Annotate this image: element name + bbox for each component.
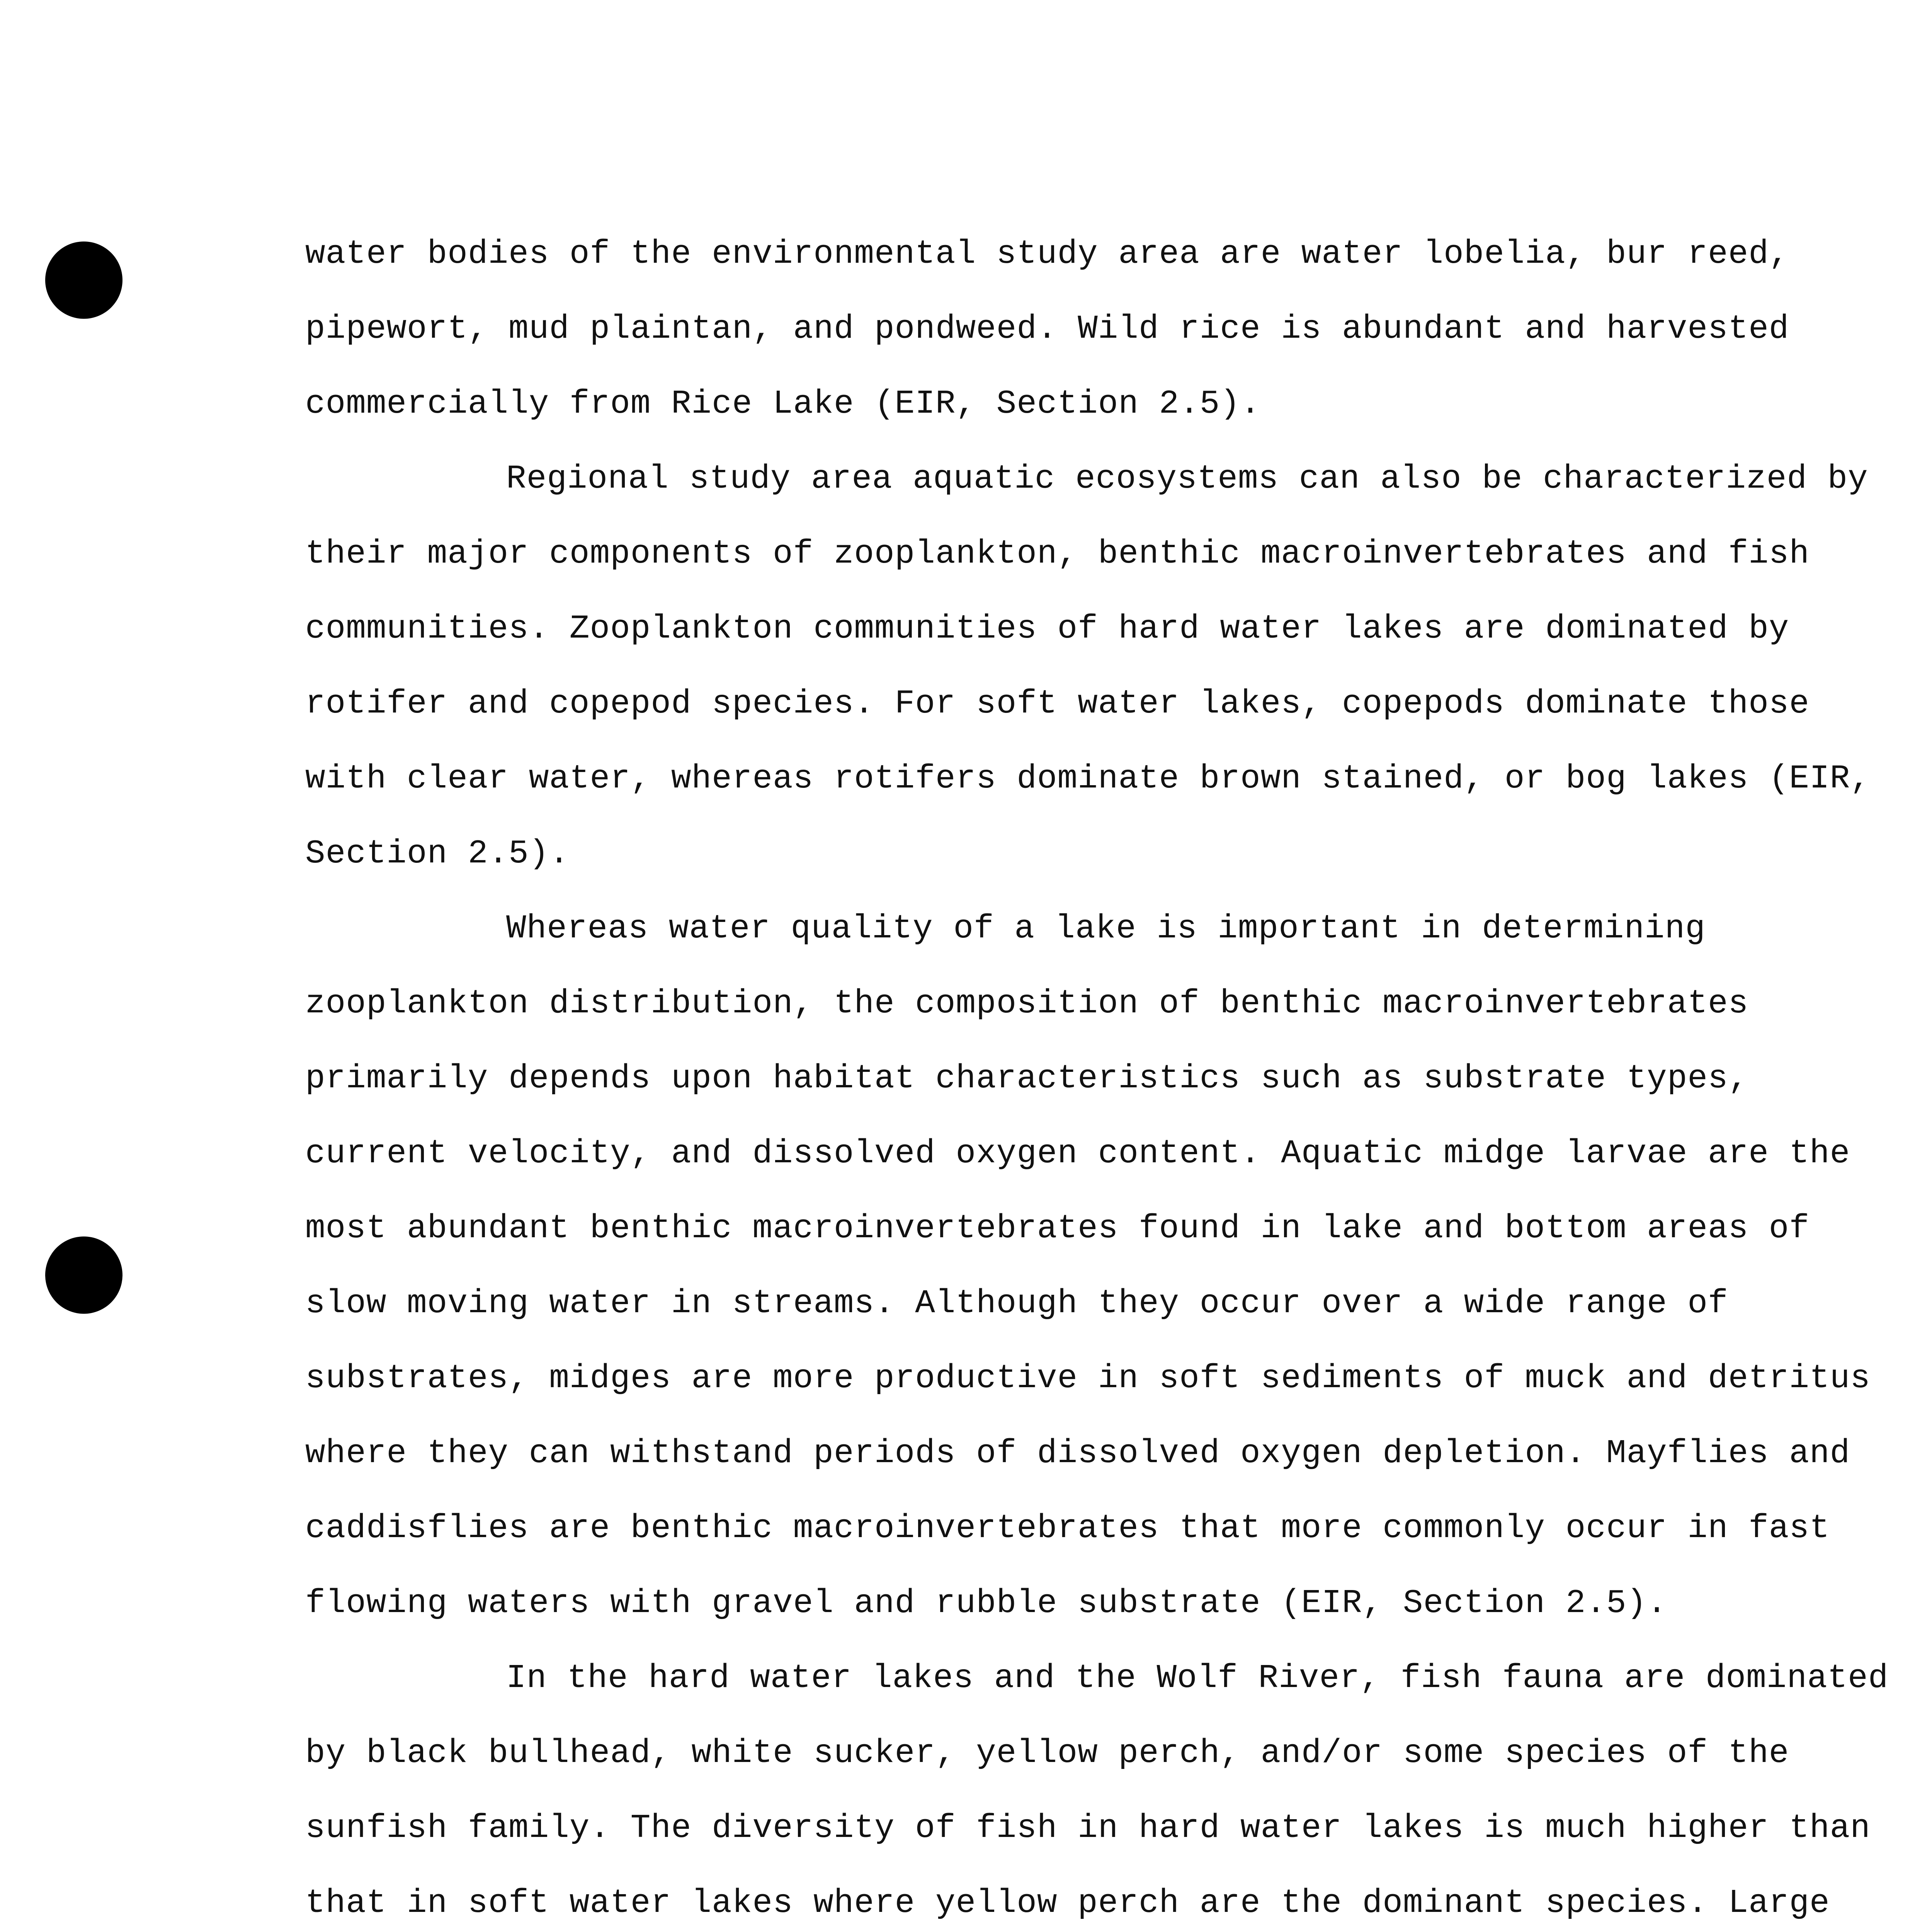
paragraph-3 xyxy=(305,891,1871,1641)
body-text xyxy=(305,216,1889,1932)
text-line: caddisflies are benthic macroinvertebrates that more commonly occur in fast xyxy=(305,1509,1830,1547)
text-line: rotifer and copepod species. For soft water lakes, copepods dominate those xyxy=(305,685,1810,723)
punch-hole-middle xyxy=(45,1236,122,1314)
text-line: primarily depends upon habitat characteristics such as substrate types, xyxy=(305,1060,1749,1097)
text-line: substrates, midges are more productive in soft sediments of muck and detritus xyxy=(305,1359,1871,1397)
text-line: where they can withstand periods of dissolved oxygen depletion. Mayflies and xyxy=(305,1434,1850,1472)
text-line: slow moving water in streams. Although they occur over a wide range of xyxy=(305,1284,1728,1322)
text-line: by black bullhead, white sucker, yellow perch, and/or some species of the xyxy=(305,1734,1789,1772)
text-line: sunfish family. The diversity of fish in hard water lakes is much higher than xyxy=(305,1809,1871,1847)
paragraph-4 xyxy=(305,1641,1889,1932)
punch-hole-top xyxy=(45,242,122,319)
text-line: zooplankton distribution, the composition of benthic macroinvertebrates xyxy=(305,985,1749,1022)
text-line: flowing waters with gravel and rubble substrate (EIR, Section 2.5). xyxy=(305,1584,1667,1622)
text-line: Regional study area aquatic ecosystems can also be characterized by xyxy=(506,460,1868,498)
text-line: their major components of zooplankton, benthic macroinvertebrates and fish xyxy=(305,535,1810,573)
text-line: commercially from Rice Lake (EIR, Section 2.5). xyxy=(305,385,1261,423)
text-line: Whereas water quality of a lake is important in determining xyxy=(506,910,1706,947)
paragraph-1 xyxy=(305,216,1812,441)
text-line: pipewort, mud plaintan, and pondweed. Wild rice is abundant and harvested xyxy=(305,310,1789,348)
text-line: Section 2.5). xyxy=(305,835,570,872)
text-line: with clear water, whereas rotifers dominate brown stained, or bog lakes (EIR, xyxy=(305,760,1871,798)
text-line: that in soft water lakes where yellow perch are the dominant species. Large xyxy=(305,1884,1830,1922)
text-line: current velocity, and dissolved oxygen content. Aquatic midge larvae are the xyxy=(305,1134,1850,1172)
text-line: most abundant benthic macroinvertebrates found in lake and bottom areas of xyxy=(305,1209,1810,1247)
text-line: communities. Zooplankton communities of hard water lakes are dominated by xyxy=(305,610,1789,648)
text-line: water bodies of the environmental study area are water lobelia, bur reed, xyxy=(305,235,1789,273)
text-line: In the hard water lakes and the Wolf River, fish fauna are dominated xyxy=(506,1659,1889,1697)
paragraph-2 xyxy=(305,441,1871,891)
